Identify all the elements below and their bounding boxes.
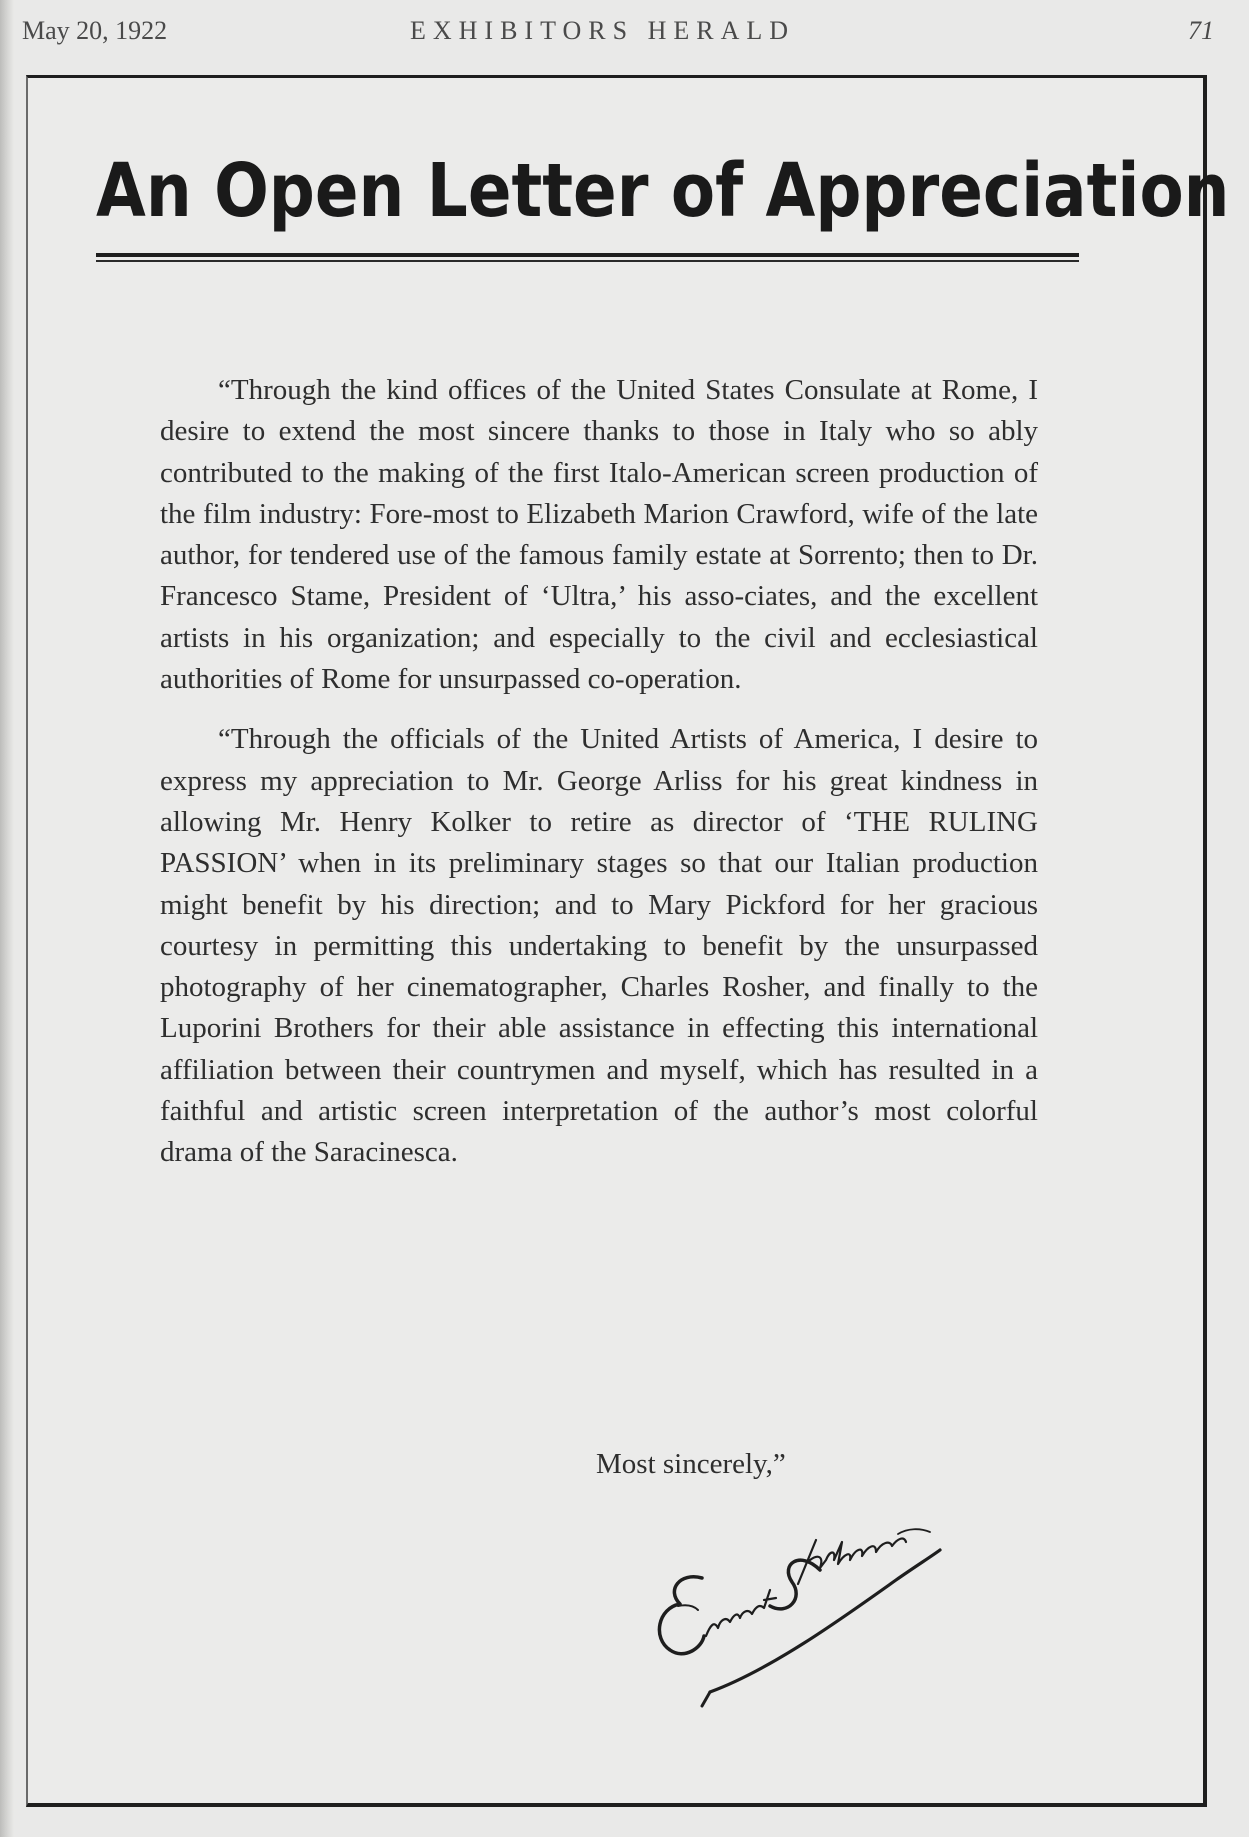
letter-paragraph-1: “Through the kind offices of the United States Consulate at Rome, I desire to extend the most sincere thanks to those in Italy who so ably contributed to the making of the first Italo-American screen production of the film industry: Fore-most to Elizabeth Marion Crawford, wife of the late author, for tendered use of the famous family estate at Sorrento; then to Dr. Francesco Stame, President of ‘Ultra,’ his asso-ciates, and the excellent artists in his organization; and especially to the civil and ecclesiastical authorities of Rome for unsurpassed co-operation. (160, 374, 1038, 696)
handwritten-signature (640, 1520, 980, 1720)
running-head (22, 12, 1214, 52)
page-gutter-shadow (0, 0, 14, 1837)
page-title: An Open Letter of Appreciation (96, 148, 1230, 234)
title-rule-thick (96, 253, 1079, 257)
page-number: 71 (1188, 16, 1214, 45)
masthead: EXHIBITORS HERALD (410, 16, 796, 45)
letter-body (160, 370, 1038, 1174)
title-rule-thin (96, 260, 1079, 262)
issue-date: May 20, 1922 (22, 16, 168, 45)
letter-paragraph-2: “Through the officials of the United Artists of America, I desire to express my appreciation to Mr. George Arliss for his great kindness in allowing Mr. Henry Kolker to retire as director of ‘THE RULING PASSION’ when in its preliminary stages so that our Italian production might benefit by his direction; and to Mary Pickford for her gracious courtesy in permitting this undertaking to benefit by the unsurpassed photography of her cinematographer, Charles Rosher, and finally to the Luporini Brothers for their able assistance in effecting this international affiliation between their countrymen and myself, which has resulted in a faithful and artistic screen interpretation of the author’s most colorful drama of the Saracinesca. (160, 723, 1038, 1169)
letter-closing: Most sincerely,” (596, 1448, 786, 1480)
